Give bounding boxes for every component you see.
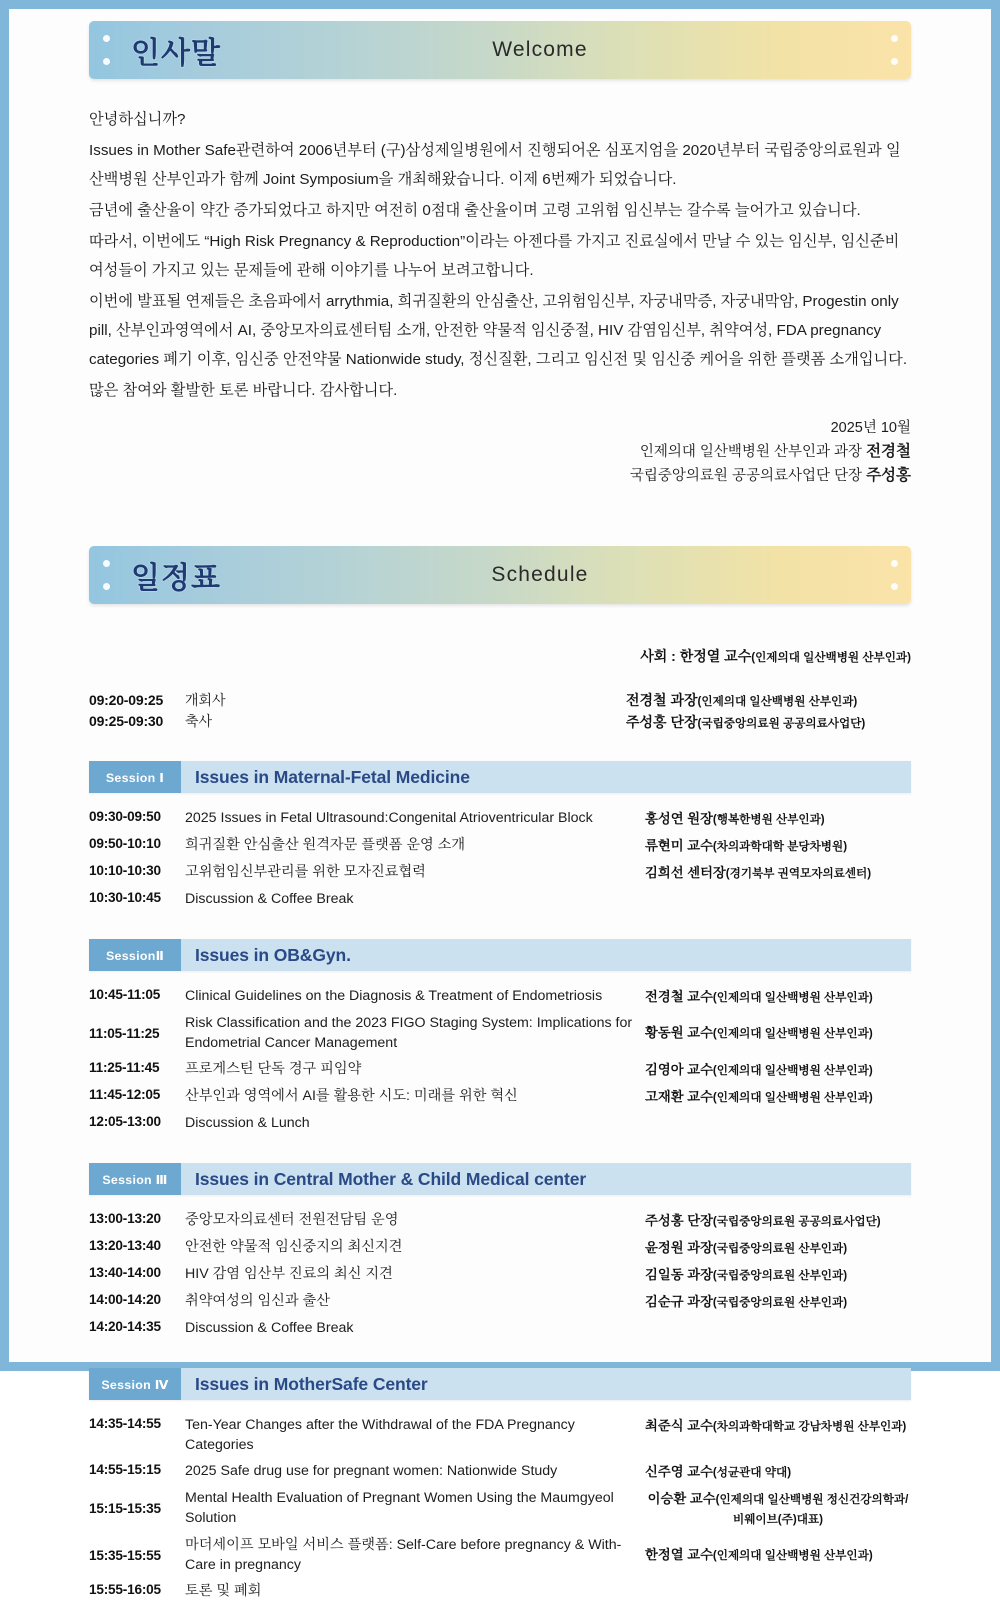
row-speaker: [645, 1023, 911, 1043]
schedule-row: [89, 1010, 911, 1056]
person-name: 전경철 교수: [645, 989, 713, 1004]
person-name: 김희선 센터장: [645, 865, 726, 880]
row-speaker: [645, 1210, 911, 1231]
person-name: 고재환 교수: [645, 1089, 713, 1104]
signature-block: [89, 417, 911, 488]
row-title: HIV 감염 임산부 진료의 최신 지견: [185, 1266, 393, 1282]
row-title: 2025 Issues in Fetal Ultrasound:Congenital Atrioventricular Block: [185, 810, 593, 826]
schedule-row: [89, 1485, 911, 1532]
row-title: 중앙모자의료센터 전원전담팀 운영: [185, 1212, 399, 1228]
person-affiliation: (국립중앙의료원 공공의료사업단): [697, 717, 866, 730]
person-affiliation: (차의과학대학교 강남차병원 산부인과): [712, 1420, 907, 1433]
schedule-row: [89, 1083, 911, 1110]
signature-role: 국립중앙의료원 공공의료사업단 단장: [629, 468, 867, 484]
person-name: 류현미 교수: [645, 838, 713, 853]
signature-line-1: [89, 440, 911, 464]
greeting-text: [89, 105, 911, 405]
opening-row: [89, 690, 226, 711]
row-speaker: [645, 1581, 911, 1582]
schedule-row: [89, 1532, 911, 1578]
schedule-row: [89, 1412, 911, 1458]
row-time: 13:40-14:00: [89, 1265, 161, 1280]
person-name: 주성홍 단장: [645, 1213, 713, 1228]
opening-row: [89, 711, 226, 732]
row-time: 15:35-15:55: [89, 1547, 161, 1563]
row-time: 15:15-15:35: [89, 1501, 161, 1516]
row-speaker: [645, 1488, 911, 1529]
schedule-row: [89, 1110, 911, 1136]
session-tag: SessionⅡ: [89, 939, 181, 971]
row-title: 프로게스틴 단독 경구 피임약: [185, 1061, 362, 1077]
dot-icon: [103, 583, 110, 590]
row-title: 희귀질환 안심출산 원격자문 플랫폼 운영 소개: [185, 837, 466, 853]
opening-person: [626, 712, 911, 734]
banner-dots-left: [89, 21, 123, 79]
dot-icon: [103, 58, 110, 65]
greeting-paragraph: Issues in Mother Safe관련하여 2006년부터 (구)삼성제일병원에서 진행되어온 심포지엄을 2020년부터 국립중앙의료원과 일산백병원 산부인과가 함께 Joint Symposium을 개최해왔습니다. 이제 6번째가 되었습니다.: [89, 142, 901, 188]
person-affiliation: (인제의대 일산백병원 산부인과): [712, 991, 873, 1004]
person-affiliation: (국립중앙의료원 산부인과): [712, 1269, 848, 1282]
schedule-row: [89, 1315, 911, 1341]
person-name: 전경철 과장: [626, 692, 698, 708]
person-affiliation: (인제의대 일산백병원 산부인과): [712, 1064, 873, 1077]
schedule-row: [89, 983, 911, 1010]
row-title: 토론 및 폐회: [185, 1583, 262, 1599]
schedule-body: [89, 646, 911, 1604]
row-title: Discussion & Coffee Break: [185, 1320, 354, 1336]
session-header: [89, 1163, 911, 1195]
session-block: [89, 1163, 911, 1341]
greeting-paragraph: 이번에 발표될 연제들은 초음파에서 arrythmia, 희귀질환의 안심출산, 고위험임신부, 자궁내막증, 자궁내막암, Progestin only pill, 산부인과영역에서 AI, 중앙모자의료센터팀 소개, 안전한 약물적 임신중절, HIV 감염임신부, 취약여성, FDA pregnancy categories 폐기 이후, 임신중 안전약물 Nationwide study, 정신질환, 그리고 임신전 및 임신중 케어을 위한 플랫폼 소개입니다.: [89, 293, 908, 368]
row-speaker: [645, 1086, 911, 1107]
dot-icon: [103, 35, 110, 42]
row-speaker: [645, 1291, 911, 1312]
row-time: 12:05-13:00: [89, 1114, 161, 1129]
row-time: 13:00-13:20: [89, 1211, 161, 1226]
row-title: Discussion & Coffee Break: [185, 891, 354, 907]
program-page: [9, 21, 991, 1599]
banner-dots-left: [89, 546, 123, 604]
row-time: 15:55-16:05: [89, 1582, 161, 1597]
session-title: Issues in OB&Gyn.: [195, 944, 351, 965]
session-title: Issues in Maternal-Fetal Medicine: [195, 766, 470, 787]
row-title: Discussion & Lunch: [185, 1115, 310, 1131]
person-name: 황동원 교수: [645, 1025, 713, 1040]
row-speaker: [645, 1264, 911, 1285]
session-header: [89, 1368, 911, 1400]
signature-name: 주성홍: [866, 467, 911, 484]
row-time: 14:35-14:55: [89, 1416, 161, 1431]
schedule-row: [89, 805, 911, 832]
dot-icon: [891, 560, 898, 567]
session-rows: [89, 805, 911, 912]
row-speaker: [645, 1113, 911, 1114]
signature-line-2: [89, 464, 911, 488]
opening-time: 09:20-09:25: [89, 692, 164, 708]
schedule-row: [89, 1458, 911, 1485]
opening-title: 개회사: [185, 692, 226, 708]
schedule-row: [89, 1056, 911, 1083]
row-title: 산부인과 영역에서 AI를 활용한 시도: 미래를 위한 혁신: [185, 1088, 518, 1104]
row-title: 안전한 약물적 임신중지의 최신지견: [185, 1239, 403, 1255]
person-affiliation: (국립중앙의료원 공공의료사업단): [712, 1215, 881, 1228]
person-affiliation: (행복한병원 산부인과): [712, 813, 825, 826]
row-speaker: [645, 889, 911, 890]
welcome-title-en: Welcome: [492, 38, 588, 61]
row-time: 13:20-13:40: [89, 1238, 161, 1253]
row-speaker: [645, 1059, 911, 1080]
row-time: 10:30-10:45: [89, 890, 161, 905]
person-name: 신주영 교수: [645, 1464, 713, 1479]
schedule-row: [89, 832, 911, 859]
row-speaker: [645, 1545, 911, 1565]
greeting-paragraph: 따라서, 이번에도 “High Risk Pregnancy & Reproduction”이라는 아젠다를 가지고 진료실에서 만날 수 있는 임신부, 임신준비 여성들이 가지고 있는 문제들에 관해 이야기를 나누어 보려고합니다.: [89, 233, 900, 279]
dot-icon: [891, 583, 898, 590]
row-speaker: [645, 862, 911, 883]
moderator-label: 사회 : 한정열 교수: [640, 648, 752, 664]
opening-time: 09:25-09:30: [89, 713, 164, 729]
row-time: 10:45-11:05: [89, 987, 161, 1002]
schedule-row: [89, 886, 911, 912]
greeting-paragraph: 안녕하십니까?: [89, 111, 186, 128]
person-name: 한정열 교수: [645, 1547, 713, 1562]
session-rows: [89, 1207, 911, 1341]
person-affiliation: (차의과학대학 분당차병원): [712, 840, 848, 853]
schedule-row: [89, 1234, 911, 1261]
signature-name: 전경철: [866, 443, 911, 460]
session-block: [89, 939, 911, 1136]
session-block: [89, 1368, 911, 1604]
person-affiliation: (인제의대 일산백병원 산부인과): [697, 695, 858, 708]
moderator-line: [89, 646, 911, 666]
session-tag: Session Ⅳ: [89, 1368, 181, 1400]
opening-title: 축사: [185, 713, 213, 729]
person-name: 윤정원 과장: [645, 1240, 713, 1255]
row-title: Clinical Guidelines on the Diagnosis & Treatment of Endometriosis: [185, 988, 603, 1004]
row-time: 09:30-09:50: [89, 809, 161, 824]
row-title: 마더세이프 모바일 서비스 플랫폼: Self-Care before pregnancy & With-Care in pregnancy: [185, 1537, 622, 1573]
person-name: 김순규 과장: [645, 1294, 713, 1309]
row-time: 11:25-11:45: [89, 1060, 160, 1075]
person-affiliation: (인제의대 일산백병원 산부인과): [712, 1027, 873, 1040]
session-header: [89, 761, 911, 793]
banner-dots-right: [877, 546, 911, 604]
dot-icon: [891, 58, 898, 65]
person-affiliation: (경기북부 권역모자의료센터): [725, 867, 872, 880]
row-speaker: [645, 1237, 911, 1258]
row-speaker: [645, 1318, 911, 1319]
greeting-paragraph: 많은 참여와 활발한 토론 바랍니다. 감사합니다.: [89, 382, 398, 399]
welcome-banner: [89, 21, 911, 79]
row-title: Mental Health Evaluation of Pregnant Women Using the Maumgyeol Solution: [185, 1490, 614, 1526]
row-time: 10:10-10:30: [89, 863, 161, 878]
session-tag: Session Ⅲ: [89, 1163, 181, 1195]
row-speaker: [645, 1415, 911, 1436]
schedule-row: [89, 1578, 911, 1604]
signature-date: 2025년 10월: [830, 420, 911, 436]
opening-person: [626, 690, 911, 712]
row-title: 취약여성의 임신과 출산: [185, 1293, 330, 1309]
row-speaker: [645, 835, 911, 856]
row-time: 11:05-11:25: [89, 1025, 160, 1041]
row-title: 2025 Safe drug use for pregnant women: Nationwide Study: [185, 1463, 558, 1479]
person-name: 김일동 과장: [645, 1267, 713, 1282]
row-time: 14:55-15:15: [89, 1462, 161, 1477]
person-name: 홍성연 원장: [645, 811, 713, 826]
person-affiliation: (성균관대 약대): [712, 1466, 792, 1479]
session-rows: [89, 1412, 911, 1604]
schedule-row: [89, 1288, 911, 1315]
row-time: 14:20-14:35: [89, 1319, 161, 1334]
person-affiliation: (인제의대 일산백병원 정신건강의학과/비웨이브(주)대표): [715, 1493, 909, 1526]
banner-dots-right: [877, 21, 911, 79]
schedule-title-en: Schedule: [491, 563, 589, 586]
signature-role: 인제의대 일산백병원 산부인과 과장: [639, 444, 867, 460]
row-time: 09:50-10:10: [89, 836, 161, 851]
person-name: 최준식 교수: [645, 1418, 713, 1433]
schedule-title-ko: 일정표: [131, 562, 221, 595]
person-affiliation: (국립중앙의료원 산부인과): [712, 1242, 848, 1255]
row-time: 14:00-14:20: [89, 1292, 161, 1307]
opening-ceremony-block: [89, 690, 911, 734]
schedule-row: [89, 859, 911, 886]
session-header: [89, 939, 911, 971]
row-title: Ten-Year Changes after the Withdrawal of the FDA Pregnancy Categories: [185, 1417, 575, 1453]
session-rows: [89, 983, 911, 1136]
session-title: Issues in Central Mother & Child Medical center: [195, 1168, 587, 1189]
schedule-banner: [89, 546, 911, 604]
person-name: 이승환 교수: [647, 1491, 716, 1506]
moderator-affiliation: (인제의대 일산백병원 산부인과): [751, 651, 911, 664]
person-name: 주성홍 단장: [626, 714, 698, 730]
row-speaker: [645, 986, 911, 1007]
welcome-title-ko: 인사말: [131, 37, 221, 70]
row-time: 11:45-12:05: [89, 1087, 161, 1102]
session-block: [89, 761, 911, 912]
row-speaker: [645, 1461, 911, 1482]
session-tag: Session Ⅰ: [89, 761, 181, 793]
row-title: 고위험임신부관리를 위한 모자진료협력: [185, 864, 426, 880]
person-affiliation: (인제의대 일산백병원 산부인과): [712, 1091, 873, 1104]
session-title: Issues in MotherSafe Center: [195, 1373, 428, 1394]
person-affiliation: (국립중앙의료원 산부인과): [712, 1296, 848, 1309]
opening-people: [626, 690, 911, 734]
person-name: 김영아 교수: [645, 1062, 713, 1077]
row-speaker: [645, 808, 911, 829]
schedule-row: [89, 1207, 911, 1234]
person-affiliation: (인제의대 일산백병원 산부인과): [712, 1549, 873, 1562]
opening-rows: [89, 690, 226, 734]
schedule-row: [89, 1261, 911, 1288]
greeting-paragraph: 금년에 출산율이 약간 증가되었다고 하지만 여전히 0점대 출산율이며 고령 고위험 임신부는 갈수록 늘어가고 있습니다.: [89, 202, 861, 219]
row-title: Risk Classification and the 2023 FIGO Staging System: Implications for Endometrial Cancer Management: [185, 1015, 633, 1051]
dot-icon: [103, 560, 110, 567]
dot-icon: [891, 35, 898, 42]
